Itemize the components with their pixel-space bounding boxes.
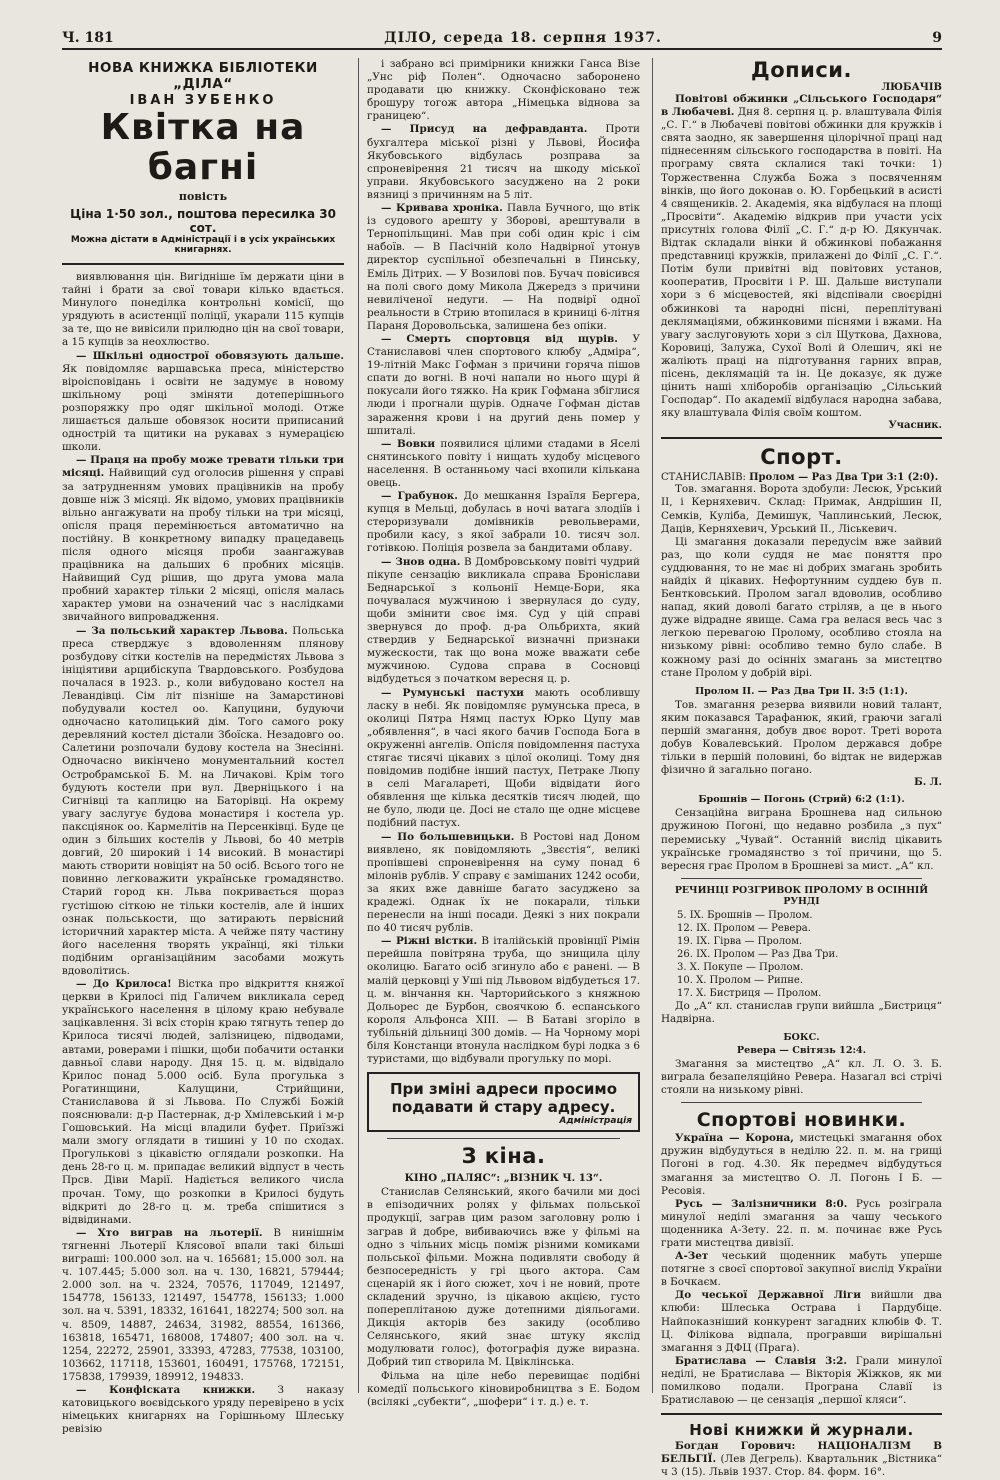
paragraph (661, 93, 942, 420)
paragraph-lead: — Румунські пастухи (381, 686, 524, 699)
paragraph (661, 483, 942, 535)
kino-title: З кіна. (461, 1144, 546, 1169)
paragraph (661, 1289, 942, 1354)
notice-line-2: подавати й стару адресу. (391, 1098, 616, 1117)
paragraph-text: В Домбровському повіті чудрий пікупе сензацію викликала справа Броніслави Беднарської з кольонії Немце-Бори, яка почувалася мужчиною і звернулася до суду, щоби змінити своє імя. Суд у цій справі звернувся до проф. д-ра Ольбрихта, який ствердив у Беднарської визначні признаки мужескости, так що вона може вважати себе мужчиною. Судова справа в Сосновці відбудеться з початком вересня ц. р. (367, 555, 640, 686)
paragraph (62, 271, 344, 350)
paragraph (661, 1250, 942, 1289)
paragraph-lead: — За польський характер Львова. (76, 624, 288, 637)
paragraph (367, 935, 640, 1066)
paragraph (62, 978, 344, 1227)
paragraph-lead: — До Крилоса! (76, 978, 172, 991)
news-title: Спортові новинки. (696, 1109, 907, 1132)
paragraph-text: В нинішнім тягненні Льотерії Клясової впали такі більші виграші: 100.000 зол. на ч. 165681; 15.000 зол. на ч. 107.445; 5.000 зол. на ч. 130, 16821, 579444; 2.000 зол. на ч. 2324, 70576, 117049, 121497, 154778, 156133, 121497, 154778, 156133; 1.000 зол. на ч. 5391, 18332, 161641, 182274; 500 зол. на ч. 8509, 14887, 24634, 31982, 88554, 161366, 163818, 165471, 168008, 174807; 400 зол. на ч. 1254, 22272, 25901, 33393, 47283, 77538, 103100, 103662, 117118, 153601, 160491, 175768, 172151, 175838, 179939, 189912, 194833. (62, 1226, 344, 1383)
paragraph-lead: — Смерть спортовця від щурів. (381, 332, 618, 345)
sport-report-2 (661, 699, 942, 778)
paragraph (367, 687, 640, 831)
paragraph (367, 1186, 640, 1369)
schedule-item: 3. X. Покупе — Пролом. (677, 961, 804, 973)
sport-title: Спорт. (760, 445, 843, 470)
page-number: 9 (932, 30, 942, 46)
books-title: Нові книжки й журнали. (689, 1421, 914, 1440)
paragraph-lead: — Знов одна. (381, 555, 461, 568)
column-2 (358, 58, 640, 1408)
books-list (661, 1440, 942, 1479)
sport-place: СТАНИСЛАВІВ: (661, 472, 746, 484)
paragraph-text: В Ростові над Доном виявлено, як повідомляють „Звєстія“, великі пропівшеві спроневірення на суму понад 6 мілонів рублів. У справу є замішаних 1242 особи, за яких вже давніше багато засуджено за крадежі. Однак їх не покарали, тільки перенесли на інші посади. Деякі з них покрали по 40 тисяч рублів. (367, 830, 640, 935)
notice-line-1: При зміні адреси просимо (389, 1080, 617, 1099)
paragraph-lead: — По большевицьки. (381, 830, 515, 843)
paragraph-lead: Братислава — Славія 3:2. (675, 1354, 848, 1367)
sport-lead (661, 472, 942, 483)
paragraph-lead: — Шкільні однострої обовязують дальше. (76, 349, 344, 362)
schedule-note: До „А“ кл. станислав групи вийшла „Бистриця“ Надвірна. (661, 999, 942, 1025)
dopysy-signature: Учасник. (888, 420, 942, 432)
dopysy-place: ЛЮБАЧІВ (881, 82, 942, 93)
paragraph-text: Станислав Селянський, якого бачили ми досі в епізодичних ролях у фільмах польської продукції, заграв цим разом заголовну ролю і заграв й добре, вибиваючись вже у фільмі на одно з чільних місць поміж різними комиками польської фільми. Можна подивляти свободу й безпосередність у грі цього актора. Сам сценарій як і його сюжет, хоч і не новий, проте складений зручно, із цікавою акцією, густо попереплітаною дуже дотепними діяльогами. Дикція акторів без закиду (особливо Селянського, який знає штуку якслід модулювати голос), фотографія дуже виразна. Добрий тип створила М. Цвіклінська. (367, 1186, 640, 1369)
address-notice (367, 1072, 640, 1132)
paragraph (367, 58, 640, 123)
paragraph (367, 438, 640, 490)
ad-author: ІВАН ЗУБЕНКО (129, 93, 277, 108)
paragraph-text: Павла Бучного, що втік із судового арешту у Зборові, арештували в Тернопільщині. Мав при собі один кріс і сім набоїв. — В Пасічній коло Надвірної утонув директор суспільної обезпечальні в Пинську, Еміль Дітрих. — У Возилові пов. Бучач повісився на полі свого дому Микола Джередз з причини невиліченої недуги. — На подвірї одної реальности в Стрию втопилася в криниці 6-літня Параня Доровольська, залишена без опіки. (367, 202, 640, 332)
paragraph-lead: — Кривава хроніка. (381, 202, 503, 215)
paragraph (367, 123, 640, 202)
divider (661, 437, 942, 439)
paragraph-text: До мешкання Ізраїля Бергера, купця в Мельці, добулась в ночі ватага злодіїв і стероризували домівників револьверами, пробили касу, з якої забрали 10. тисяч зол. готівкою. Поліція розвела за бандитами облаву. (367, 490, 640, 555)
schedule-item: 17. X. Бистриця — Пролом. (677, 987, 822, 999)
ad-title: Квітка на багні (100, 107, 306, 188)
paragraph-text: Ці змагання доказали передусім вже зайвий раз, що коли суддя не має поняття про суддювання, то не має ні добрих змагань зробить найдіх й цікавих. Нефортунним суддею був п. Бентковський. Пролом загал вдоволив, особливо напад, який доволі багато стріляв, а це в нього дуже відрадне явище. Сама гра велася весь час з легкою перевагою Пролому, особливо стояла на низькому рівні: особливо темно було слабе. В кожному разі до осінніх змагань за мистецтво стане Пролом у добрій вірі. (661, 535, 942, 679)
schedule-list (677, 909, 942, 1000)
paragraph-lead: — Грабунок. (381, 490, 458, 503)
paragraph (661, 699, 942, 778)
dopysy-articles (661, 93, 942, 420)
paragraph (62, 1384, 344, 1436)
schedule-item: 5. IX. Брошнів — Пролом. (677, 909, 813, 921)
kino-subtitle: КІНО „ПАЛЯС“: „ВІЗНИК Ч. 13“. (404, 1172, 603, 1185)
column-1-articles (62, 271, 344, 1436)
paragraph-text: і забрано всі примірники книжки Ганса Візе „Унс ріф Полен“. Одночасно заборонено продавати цю книжку. Сконфісковано теж брошуру тогож автора „Німецька віднова за границею“. (367, 58, 640, 123)
paragraph-text: вийшли два клюби: Шлеська Острава і Пардубіце. Найпоказніший конкурент загадних клюбів Ф. Т. Ц. Філікова відпала, програвши вирішальні змагання з ДФЦ (Прага). (661, 1289, 942, 1354)
paragraph-text: Тов. змагання. Ворота здобули: Лесюк, Урський II, і Керняхевич. Склад: Примак, Андрішин II, Семків, Куліба, Демишук, Чаплинський, Лесюк, Даців, Керняхевич, Урський II., Ліськевич. (661, 483, 942, 535)
ad-price: Ціна 1·50 зол., поштова пересилка 30 сот. (70, 207, 336, 235)
paragraph (367, 1370, 640, 1409)
paragraph-text: Як повідомляє варшавська преса, міністерство віроісповідань і освіти не задумує в новому шкільному році зміняти дотеперішнього розпоряжку про одяг шкільної молоді. Отже лишається дальше обовязок носити приписаний однострій та щитики на рукавах з нумерацією школи. (62, 362, 344, 454)
sport-report-1 (661, 483, 942, 679)
paragraph-text: Вістка про відкриття княжої церкви в Крилосі під Галичем викликала серед українського населення в цілому краю небувале зацікавлення. Зі всіх сторін краю тягнуть тепер до Крилоса тисячі людей, залізницею, підводами, автами, роверами і пішки, щоби побачити останки давньої слави народу. Дня 15. ц. м. відвідало Крилос понад 5.000 осіб. Була прогулька з Рогатинщини, Калущини, Стрийщини, Станиславова й зі Львова. По Службі Божій пояснювали: д-р Пастернак, д-р Хмілевський і м-р Гошовський. На місці владили буфет. Приїзжі мали змогу оглядати в тишині у 10 по сходах. Прогулькові з цікавістю оглядали розкопки. На день 28-го ц. м. припадає великий відпуст в честь Прсв. Діви Марії. Надіється великого числа прочан. Тому, що розкопки в Крилосі будуть відкриті до 28-го ц. м. треба спішитися з відвідинами. (62, 978, 344, 1226)
paragraph-lead: — Присуд на дефравданта. (381, 123, 588, 136)
sport-signature: Б. Л. (914, 777, 942, 789)
paragraph (661, 1132, 942, 1197)
running-head (62, 28, 942, 50)
paragraph-lead: До чеської Державної Ліги (675, 1289, 861, 1302)
paragraph (661, 1198, 942, 1250)
schedule-item: 12. IX. Пролом — Ревера. (677, 922, 811, 934)
paragraph-text: чеський щоденник мабуть уперше потягне з своєї спортової закупної вислід України в Бочкаєм. (661, 1250, 942, 1289)
paragraph (62, 350, 344, 455)
paragraph-text: Грали минулої неділі, не Братислава — Вікторія Жіжков, як ми помилково подали. Програна Славії із Братиславою — це сензація „першої кляси“. (661, 1354, 943, 1407)
paragraph (367, 333, 640, 438)
paragraph (661, 1355, 942, 1407)
paragraph-lead: Русь — Залізничники 8:0. (675, 1197, 848, 1210)
paragraph-text: Тов. змагання резерва виявили новий талант, яким показався Тарафанюк, який, граючи загалі першій змагання, добув двоє ворот. Треті ворота добув Ковалевський. Пролом держався добре тільки в першій половині, бо відтак не видержав фізично й загально погано. (661, 698, 942, 777)
issue-number: Ч. 181 (62, 30, 114, 46)
masthead-date: ДІЛО, середа 18. серпня 1937. (384, 30, 662, 46)
paragraph-text: мають особлившу ласку в небі. Як повідомляє румунська преса, в околиці Пятра Нямц пастух Юрко Цупу мав „обявлення“, в часі якого бачив Господа Бога в окруженні ангелів. Опісля повідомлення пастуха стягає тисячі цікавих з цілої околиці. Тому дня повідомив подібне інший пастух, Петраке Люпу в селі Магалареті, Щоби відвідати його обявлення ще кілька десятків тисяч людей, що не було, люди це. Досі не стало ще одне місцеве подібний пастух. (367, 686, 640, 830)
divider (661, 1413, 942, 1415)
paragraph-text: В італійській провінції Рімін перейшла повітряна труба, що знищила цілу околицю. Багато осіб згинуло або є ранені. — В малій церковці у Уші під Львовом відбудеться 17. ц. м. вінчання кн. Чарторийського з княжною Дольорес де Бурбон, своячкою б. еспанського короля Альфонса XIII. — В Батаві згоріло в тубільній дільниці 300 домів. — На Чорному морі біля Констанци втонула наслідком бурі лодка з 6 туристами, що відбували прогульку по морі. (367, 935, 640, 1066)
paragraph (661, 536, 942, 680)
boks-match: Ревера — Світязь 12:4. (736, 1044, 867, 1056)
paragraph (661, 1440, 942, 1479)
sport-report-3 (661, 807, 942, 872)
boks-text: Змагання за мистецтво „А“ кл. Л. О. З. Б. виграла безапеляційно Ревера. Назагал всі стрічі стояли на низькому рівні. (661, 1057, 942, 1097)
paragraph-text: У Станиславові член спортового клюбу „Адміра“, 19-літній Макс Гофман з причини горяча пішов спати до вогні. В ночі напали но нього щурі й покусали його тяжко. На крик Гофмана збіглися люди і прогнали щурів. Одначе Гофман дістав зараження крови і на другий день помер у шпиталі. (367, 332, 640, 437)
paragraph-text: мистецькі змагання обох дружин відбудуться в неділю 22. п. м. на грищі Погоні в год. 4.30. Як передмеч відбудуться змагання за мистецтво О. Л. Погонь I Б. — Ресовія. (661, 1132, 942, 1197)
paragraph-lead: А-Зет (675, 1250, 709, 1263)
paragraph-lead: — Ріжні вістки. (381, 935, 478, 948)
paragraph-lead: Богдан Горович: НАЦІОНАЛІЗМ В БЕЛЬГІЇ. (661, 1440, 942, 1466)
column-3 (652, 58, 943, 1479)
newspaper-page (62, 28, 943, 1479)
ad-genre: повість (178, 190, 228, 203)
notice-signature: Адміністрація (559, 1116, 632, 1127)
paragraph (62, 454, 344, 624)
divider (681, 878, 922, 879)
paragraph (62, 625, 344, 979)
paragraph-lead: — Праця на пробу може тревати тільки три місяці. (62, 454, 344, 480)
paragraph-text: Русь розіграла минулої неділі змагання за чашу чеського щоденника А-Зету. 22. п. м. починає вже Русь грати мистецтва дивізії. (661, 1197, 942, 1249)
paragraph-lead: — Вовки (381, 437, 436, 450)
paragraph-text: (Лев Дегрель). Квартальник „Вістника“ ч 3 (15). Львів 1937. Стор. 84. форм. 16°. (661, 1453, 942, 1479)
paragraph-lead: — Конфіската книжки. (76, 1383, 256, 1396)
kino-review (367, 1186, 640, 1409)
column-1 (62, 58, 344, 1436)
schedule-item: 10. X. Пролом — Рипне. (677, 974, 804, 986)
paragraph (367, 831, 640, 936)
paragraph-text: Найвищий суд оголосив рішення у справі за затрудненням умових працівників на пробу довше ніж 3 місяці. Як відомо, умових працівників вільно ангажувати на пробу тільки на три місяці, опісля праця перемінюється автоматично на постійну. В конкретному випадку працедавець після одного місяця проби заангажував працівника на дальших 6 пробних місяців. Найвищий Суд рішив, що друга умова мала пробний характер тільки 2 місяці, опісля малась характер умови на означений час з наслідками звичайного випровадження. (62, 467, 344, 624)
dopysy-title: Дописи. (751, 58, 852, 82)
sport-match-2: Пролом II. — Раз Два Три II. 3:5 (1:1). (695, 685, 908, 697)
paragraph (367, 202, 640, 333)
ad-where: Можна дістати в Адміністрації і в усіх українських книгарнях. (70, 235, 336, 255)
sport-match-3: Брошнів — Погонь (Стрий) 6:2 (1:1). (698, 794, 905, 806)
schedule-title: РЕЧИНЦІ РОЗГРИВОК ПРОЛОМУ В ОСІННІЙ РУНДІ (674, 884, 929, 907)
divider (681, 1102, 922, 1103)
paragraph-text: Дня 8. серпня ц. р. влаштувала Філія „С. Г.“ в Любачеві повітові обжинки для кружків і свята заодно, як завершення цілорічної праці над піднесенням сільського господарства в повіті. На програму свята склалися такі точки: 1) Торжественна Служба Божа з посвяченням вінків, що його доконав о. Ю. Горбецький в асисті 4 священиків. 2. Академія, яка відбулася на площі „Просвіти“. Академію відкрив при участи усіх присутніх голова Філії „С. Г.“ д-р Ю. Дякунчак. Відтак складали вінки й обжинкові побажання представниці кружків, прилажені до Філії „С. Г.“. Потім були привітні від повітових установ, кооператив, Просвіти і Р. Ш. Дальше виступали хори з 6 місцевостей, які відспівали своєрідні обжинкові та народні пісні, переплітувані деклямаціями, обжинковими піснями і вжами. На увагу заслуговують хори з сіл Щуткова, Дахнова, Коровиці, Залужа, Сухої Волі й Олешич, які не жаліють праці на підготування гарних вправ, пісень, деклямацій та ін. Це доказує, як дуже цінить наші хліборобів організацію „Сільський Господар“. По академії відбулася народна забава, яку влаштувала Філія своїм коштом. (661, 106, 942, 420)
column-2-articles (367, 58, 640, 1066)
paragraph (367, 556, 640, 687)
paragraph-text: виявлювання цін. Вигідніше їм держати ціни в тайні і брати за свої товари кількo вдається. Минулого понеділка контрольні комісії, що урядують в асистенції поліції, укарали 115 купців за те, що не вивісили прилюдно цін на свої товари, а 15 купців за неохлюство. (62, 271, 344, 349)
paragraph (367, 490, 640, 555)
book-advertisement (62, 58, 344, 265)
schedule-item: 19. IX. Гірва — Пролом. (677, 935, 803, 947)
sport-first-match: Пролом — Раз Два Три 3:1 (2:0). (749, 472, 939, 484)
paragraph-lead: Україна — Корона, (675, 1132, 794, 1145)
paragraph (62, 1227, 344, 1384)
paragraph-text: Польська преса стверджує з вдоволенням плянову розбудову сітки костелів на передмістях Львова з ініціятиви арцибіскупа Твардовського. Розбудова почалася в 1923. р., коли вибудовано костел на Левандівці. Сім літ пізніше на Замарстинові побудували костел оо. Капуцини, будуючи одночасно католицький дім. Того самого року деревляний костел дістали Збоїска. Незадовго оо. Салетини розпочали будову костела на Знесінні. Одночасно викінчено монументальний костел Остробрамської Б. М. на Личакові. Крім того будують костели при вул. Дверніцького і на Сигнівці та каплицю на Баторівці. На окрему увагу заслугує будова монастиря і костела ур. паксціянок оо. Кармелітів на Персенківці. Буде це один з більших костелів у Львові, бо 40 метрів довгий, 20 широкий і 14 високий. В монастирі мають створити новіціят на 50 осіб. Всього того не повинно легковажити українське громадянство. Старий город кн. Льва покривається щораз густішою сіткою не тільки костелів, але й інших ознак польськости, що затирають первісний історичний характер міста. А чейже пяту частину його населення творять українці, які тільки подібним організаційним засобами можуть вдоволітись. (62, 624, 344, 977)
paragraph-text: появилися цілими стадами в Яселі снятинського повіту і нищать худобу місцевого населення. В останньому часі вхопили кількана овець. (367, 437, 640, 489)
paragraph-lead: — Хто виграв на льотерії. (76, 1226, 263, 1239)
schedule-item: 26. IX. Пролом — Раз Два Три. (677, 948, 839, 960)
ad-series: НОВА КНИЖКА БІБЛІОТЕКИ „ДІЛА“ (88, 60, 318, 92)
paragraph-lead: Повітові обжинки „Сільського Господаря“ в Любачеві. (661, 93, 942, 119)
paragraph-text: Фільма на ціле небо перевищає подібні комедії польського кіновиробництва з Е. Бодом (всілякі „субекти“, „шофери“ і т. д.) e. т. (367, 1369, 640, 1408)
divider (387, 1138, 620, 1139)
paragraph (661, 807, 942, 872)
paragraph-text: Сензаційна виграна Брошнева над сильною дружиною Погоні, що недавно розбила „з пух“ перемиську „Чувай“. Останній вислід цікавить українське громадянство з тої причини, що 5. вересня грає Пролом в Брошневі за мист. „А“ кл. (661, 807, 942, 872)
paragraph-text: Проти бухгалтера міської різні у Львові, Йосифа Якубовського відбулась розправа за спроневірення 21 тисяч на шкоду міської управи. Якубовського засуджено на 2 роки вязниці з причинням на 5 літ. (367, 123, 640, 201)
news-articles (661, 1132, 942, 1407)
boks-title: БОКС. (783, 1031, 820, 1043)
paragraph-text: З наказу катовицького воєвідського уряду перевірено в усіх німецьких книгарнях на Горішньому Шлеську ревізію (62, 1383, 344, 1436)
